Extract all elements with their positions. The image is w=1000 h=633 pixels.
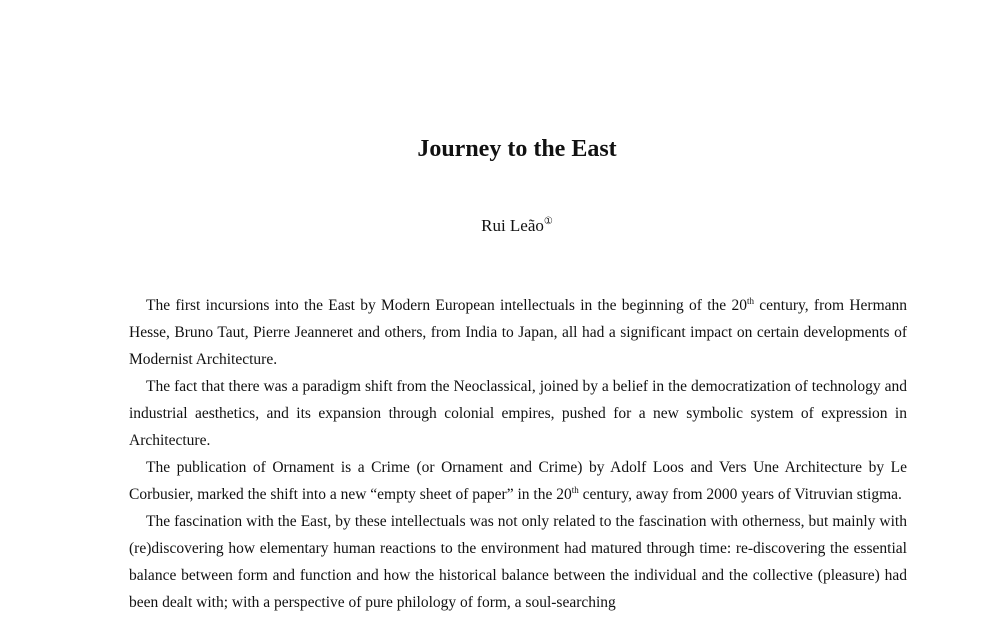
paragraph-4: The fascination with the East, by these intellectuals was not only related to the fascination with otherness, but mainly with (re)discovering how elementary human reactions to the environment had matured through time: re-discovering the essential balance between form and function and how the historical balance between the individual and the collective (pleasure) had been dealt with; with a perspective of pure philology of form, a soul-searching <box>129 513 907 611</box>
author-footnote-marker[interactable]: ① <box>543 216 553 227</box>
paragraph-1-text-b: century, from Hermann Hesse, Bruno Taut, Pierre Jeanneret and others, from India to Japan, all had a significant impact on certain developments of Modernist Architecture. <box>129 297 908 368</box>
body-text <box>129 292 907 616</box>
ordinal-superscript: th <box>746 296 754 306</box>
paragraph-2: The fact that there was a paradigm shift from the Neoclassical, joined by a belief in the democratization of technology and industrial aesthetics, and its expansion through colonial empires, pushed for a new symbolic system of expression in Architecture. <box>129 378 907 449</box>
paragraph-3-text-a: The publication of Ornament is a Crime (or Ornament and Crime) by Adolf Loos and Vers Une Architecture by Le Corbusier, marked the shift into a new “empty sheet of paper” in the 20 <box>129 459 907 503</box>
paragraph-3 <box>129 454 907 508</box>
paper-title: Journey to the East <box>417 136 617 162</box>
author-line <box>0 214 1000 238</box>
paragraph-1-text-a: The first incursions into the East by Modern European intellectuals in the beginning of the 20 <box>146 297 747 314</box>
paragraph-1 <box>129 292 907 373</box>
ordinal-superscript: th <box>571 485 579 495</box>
paragraph-3-text-b: century, away from 2000 years of Vitruvian stigma. <box>578 486 902 503</box>
author-name: Rui Leão <box>481 216 544 235</box>
